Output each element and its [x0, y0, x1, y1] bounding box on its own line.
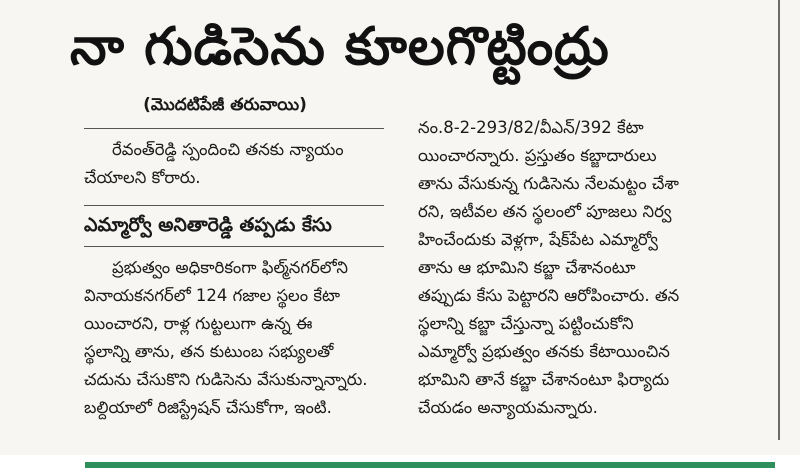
headline: నా గుడిసెను కూలగొట్టింద్రు: [70, 17, 610, 77]
text-line: ప్రభుత్వం అధికారికంగా ఫిల్మ్‌నగర్‌లోని: [112, 258, 348, 277]
column-left-bottom: [84, 254, 394, 422]
continuation-label: (మొదటిపేజీ తరువాయి): [143, 95, 307, 115]
text-line: తాను వేసుకున్న గుడిసెను నేలమట్టం చేశా: [418, 174, 679, 193]
subhead-rule: [84, 128, 384, 129]
text-line: స్థలాన్ని కబ్జా చేస్తున్నా పట్టించుకోని: [418, 314, 634, 333]
column-right: [418, 114, 748, 422]
section-heading: ఎమ్మార్వో అనితారెడ్డి తప్పడు కేసు: [84, 214, 332, 236]
text-line: వినాయకనగర్‌లో 124 గజాల స్థలం కేటా: [84, 286, 341, 305]
text-line: చదును చేసుకొని గుడిసెను వేసుకున్నాన్నారు.: [84, 370, 368, 389]
text-line: యించారని, రాళ్ల గుట్టలుగా ఉన్న ఈ: [84, 314, 313, 333]
section-rule-bottom: [84, 246, 384, 247]
text-line: నం.8-2-293/82/వీఎన్/392 కేటా: [418, 118, 644, 137]
text-line: రని, ఇటీవల తన స్థలంలో పూజలు నిర్వ: [418, 202, 672, 221]
column-left-top: [84, 136, 384, 192]
text-line: చేయాలని కోరారు.: [84, 168, 201, 187]
accent-bar: [85, 462, 775, 468]
text-line: చేయడం అన్యాయమన్నారు.: [418, 398, 598, 417]
text-line: యించారన్నారు. ప్రస్తుతం కబ్జాదారులు: [418, 146, 657, 165]
text-line: హించేందుకు వెళ్లగా, షేక్‌పేట ఎమ్మార్వో: [418, 230, 658, 249]
text-line: బల్దియాలో రిజిస్ట్రేషన్ చేసుకోగా, ఇంటి.: [84, 398, 332, 417]
section-rule-top: [84, 205, 384, 206]
text-line: రేవంత్‌రెడ్డి స్పందించి తనకు న్యాయం: [112, 140, 344, 159]
text-line: ఎమ్మార్వో ప్రభుత్వం తనకు కేటాయించిన: [418, 342, 670, 361]
text-line: స్థలాన్ని తాను, తన కుటుంబ సభ్యులతో: [84, 342, 334, 361]
text-line: తప్పుడు కేసు పెట్టారని ఆరోపించారు. తన: [418, 286, 680, 305]
text-line: భూమిని తానే కబ్జా చేశానంటూ ఫిర్యాదు: [418, 370, 670, 389]
text-line: తాను ఆ భూమిని కబ్జా చేశానంటూ: [418, 258, 636, 277]
column-border: [778, 0, 780, 440]
